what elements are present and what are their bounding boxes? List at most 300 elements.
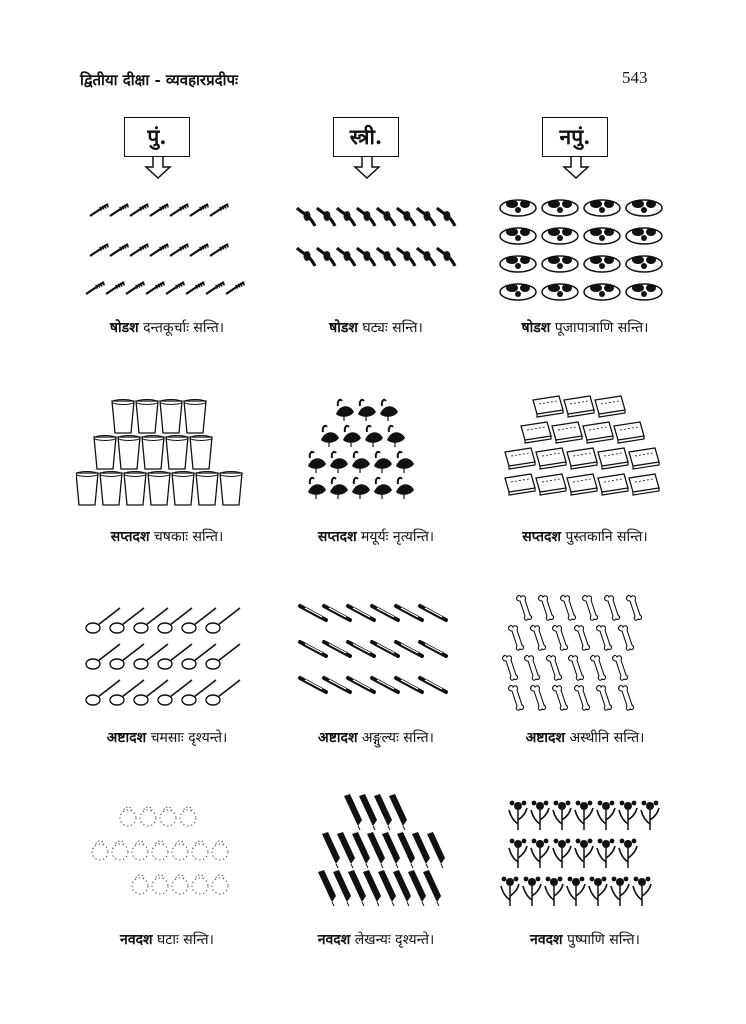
pen-icon-part bbox=[362, 902, 364, 906]
watch-icon-part bbox=[304, 211, 311, 221]
book-icon-part bbox=[629, 448, 659, 466]
flower-icon-part bbox=[580, 877, 585, 882]
flowers-illustration bbox=[497, 794, 667, 914]
bone-icon-part bbox=[591, 655, 606, 680]
down-arrow-icon bbox=[143, 157, 173, 179]
peacock-icon bbox=[308, 478, 326, 499]
flower-icon-part bbox=[502, 877, 507, 882]
puja-plate-icon-part bbox=[515, 291, 521, 297]
flower-icon-part bbox=[522, 839, 527, 844]
flower-icon-part bbox=[638, 878, 646, 886]
pen-icon bbox=[374, 794, 392, 830]
pen-icon bbox=[382, 832, 400, 868]
bone-icon bbox=[553, 685, 568, 710]
flower-icon-part bbox=[646, 802, 654, 810]
flower-icon-part bbox=[522, 801, 527, 806]
book-icon-part bbox=[629, 474, 659, 492]
pen-icon-part bbox=[351, 864, 353, 868]
watch-icon-part bbox=[384, 211, 391, 221]
toothbrush-icon bbox=[170, 244, 189, 256]
flower-icon-part bbox=[620, 801, 625, 806]
cup-icon-part bbox=[124, 473, 146, 505]
spoons-illustration bbox=[80, 598, 250, 718]
flower-icon-part bbox=[550, 878, 558, 886]
bone-icon-part bbox=[575, 685, 590, 710]
pen-icon bbox=[333, 870, 351, 906]
flower-icon-part bbox=[536, 802, 544, 810]
bone-icon-part bbox=[525, 655, 540, 680]
flower-icon-part bbox=[568, 877, 573, 882]
puja-plate-icon bbox=[626, 228, 662, 244]
pen-icon bbox=[412, 832, 430, 868]
finger-icon-part bbox=[324, 678, 350, 692]
peacock-icon-part bbox=[380, 406, 398, 417]
finger-icon bbox=[300, 642, 326, 656]
flower-icon-part bbox=[566, 801, 571, 806]
puja-plate-icon-part bbox=[520, 200, 530, 208]
pot-icon-part bbox=[172, 844, 188, 860]
flower-icon bbox=[611, 877, 629, 906]
bone-icon bbox=[605, 595, 620, 620]
watch-icon bbox=[357, 248, 375, 266]
finger-icon-part bbox=[300, 606, 326, 620]
cup-icon-part bbox=[148, 473, 170, 505]
puja-plates-illustration bbox=[496, 188, 666, 308]
pen-icon-part bbox=[411, 864, 413, 868]
peacock-icon-part bbox=[376, 452, 380, 458]
watch-icon bbox=[397, 248, 415, 266]
pot-icon bbox=[152, 875, 168, 894]
bone-icon-part bbox=[575, 625, 590, 650]
flower-icon-part bbox=[576, 839, 581, 844]
puja-plate-icon-part bbox=[641, 263, 647, 269]
book-icon-part bbox=[536, 474, 566, 492]
cup-icon bbox=[124, 472, 146, 506]
flower-icon bbox=[619, 839, 637, 868]
gender-box-masculine: पुं. bbox=[124, 117, 190, 157]
flower-icon bbox=[575, 839, 593, 868]
flower-icon-part bbox=[624, 840, 632, 848]
peacock-icon-part bbox=[321, 432, 339, 443]
watch-icon bbox=[297, 248, 315, 266]
puja-plate-icon-part bbox=[646, 256, 656, 264]
pen-icon bbox=[348, 870, 366, 906]
pot-icon-part bbox=[120, 810, 136, 826]
finger-icon-part bbox=[324, 642, 350, 656]
pot-icon bbox=[160, 807, 176, 826]
flower-icon-part bbox=[510, 801, 515, 806]
pen-icon-part bbox=[392, 902, 394, 906]
toothbrush-icon bbox=[190, 204, 209, 216]
book-icon-part bbox=[552, 422, 582, 440]
peacock-icon-part bbox=[338, 400, 342, 406]
flower-icon-part bbox=[580, 840, 588, 848]
finger-icon-part bbox=[396, 642, 422, 656]
cup-icon bbox=[100, 472, 122, 506]
pot-icon bbox=[132, 875, 148, 894]
book-icon-part bbox=[595, 396, 625, 414]
book-icon bbox=[629, 448, 659, 469]
bone-icon bbox=[509, 685, 524, 710]
puja-plate-icon-part bbox=[590, 256, 602, 264]
bone-icon bbox=[575, 625, 590, 650]
bone-icon-part bbox=[531, 685, 546, 710]
pen-icon-part bbox=[322, 832, 340, 864]
bone-icon-part bbox=[619, 625, 634, 650]
pen-icon bbox=[337, 832, 355, 868]
pot-icon-part bbox=[172, 878, 188, 894]
flower-icon-part bbox=[580, 802, 588, 810]
bone-icon-part bbox=[539, 595, 554, 620]
bone-icon-part bbox=[503, 655, 518, 680]
puja-plate-icon-part bbox=[646, 284, 656, 292]
puja-plate-icon bbox=[584, 256, 620, 272]
finger-icon-part bbox=[353, 680, 370, 689]
flower-icon-part bbox=[510, 839, 515, 844]
sentence-caption: नवदश घटाः सन्ति। bbox=[120, 932, 214, 948]
puja-plate-icon-part bbox=[548, 256, 560, 264]
finger-icon-part bbox=[329, 680, 346, 689]
bone-icon bbox=[591, 655, 606, 680]
toothbrush-icon bbox=[206, 282, 225, 294]
peacock-icon bbox=[374, 452, 392, 473]
finger-icon-part bbox=[401, 644, 418, 653]
pen-icon bbox=[393, 870, 411, 906]
pen-icon-part bbox=[344, 794, 362, 826]
bone-icon-part bbox=[627, 595, 642, 620]
puja-plate-icon-part bbox=[641, 235, 647, 241]
peacock-icon-part bbox=[396, 484, 414, 495]
bone-icon bbox=[561, 595, 576, 620]
flower-icon-part bbox=[598, 801, 603, 806]
spoon-icon-part bbox=[218, 680, 240, 697]
toothbrush-icon bbox=[186, 282, 205, 294]
pen-icon-part bbox=[408, 870, 426, 902]
flower-icon bbox=[597, 801, 615, 830]
pen-icon-part bbox=[378, 870, 396, 902]
flower-icon bbox=[509, 801, 527, 830]
sentence-caption: सप्तदश मयूर्यः नृत्यन्ति। bbox=[317, 529, 435, 545]
flower-icon bbox=[567, 877, 585, 906]
watch-icon-part bbox=[444, 251, 451, 261]
bone-icon-part bbox=[509, 685, 524, 710]
flower-icon bbox=[553, 801, 571, 830]
pen-icon bbox=[322, 832, 340, 868]
toothbrush-icon bbox=[110, 244, 129, 256]
book-icon bbox=[614, 422, 644, 443]
cup-icon bbox=[142, 436, 164, 470]
peacock-icon bbox=[374, 478, 392, 499]
puja-plate-icon bbox=[542, 284, 578, 300]
finger-icon bbox=[324, 642, 350, 656]
cup-icon-part bbox=[166, 437, 188, 469]
cup-icon bbox=[220, 472, 242, 506]
finger-icon-part bbox=[348, 642, 374, 656]
pen-icon bbox=[344, 794, 362, 830]
cup-icon bbox=[172, 472, 194, 506]
pen-icon bbox=[359, 794, 377, 830]
puja-plate-icon-part bbox=[646, 228, 656, 236]
puja-plate-icon-part bbox=[604, 284, 614, 292]
pen-icon-part bbox=[367, 832, 385, 864]
pen-icon-part bbox=[347, 902, 349, 906]
puja-plate-icon-part bbox=[520, 256, 530, 264]
book-icon-part bbox=[536, 448, 566, 466]
flower-icon bbox=[531, 801, 549, 830]
finger-icon bbox=[372, 606, 398, 620]
puja-plate-icon-part bbox=[557, 291, 563, 297]
toothbrush-icon bbox=[90, 204, 109, 216]
pen-icon-part bbox=[318, 870, 336, 902]
puja-plate-icon-part bbox=[590, 228, 602, 236]
toothbrush-icon bbox=[150, 244, 169, 256]
pen-icon-part bbox=[366, 864, 368, 868]
puja-plate-icon bbox=[626, 200, 662, 216]
book-icon-part bbox=[567, 474, 597, 492]
book-icon bbox=[533, 396, 563, 417]
flower-icon bbox=[619, 801, 637, 830]
watch-icon bbox=[337, 248, 355, 266]
flower-icon-part bbox=[624, 877, 629, 882]
watch-icon bbox=[337, 208, 355, 226]
cup-icon bbox=[166, 436, 188, 470]
pen-icon-part bbox=[441, 864, 443, 868]
toothbrush-icon bbox=[166, 282, 185, 294]
puja-plate-icon-part bbox=[515, 207, 521, 213]
flower-icon-part bbox=[602, 877, 607, 882]
finger-icon-part bbox=[420, 606, 446, 620]
watch-icon bbox=[357, 208, 375, 226]
book-icon-part bbox=[598, 474, 628, 492]
peacock-icon-part bbox=[330, 484, 348, 495]
toothbrush-icon bbox=[150, 204, 169, 216]
finger-icon bbox=[300, 678, 326, 692]
cup-icon-part bbox=[76, 473, 98, 505]
pot-icon bbox=[192, 875, 208, 894]
flower-icon-part bbox=[610, 801, 615, 806]
sentence-caption: अष्टादश चमसाः दृश्यन्ते। bbox=[106, 730, 228, 746]
toothbrush-icon bbox=[226, 282, 245, 294]
watch-icon bbox=[317, 248, 335, 266]
watch-icon-part bbox=[364, 251, 371, 261]
finger-icon bbox=[396, 678, 422, 692]
book-icon bbox=[598, 448, 628, 469]
peacock-icon bbox=[336, 400, 354, 421]
peacock-icon-part bbox=[382, 400, 386, 406]
peacocks-illustration bbox=[294, 392, 464, 512]
finger-icon-part bbox=[377, 680, 394, 689]
bone-icon-part bbox=[531, 625, 546, 650]
flower-icon-part bbox=[536, 840, 544, 848]
peacock-icon-part bbox=[332, 478, 336, 484]
finger-icon bbox=[396, 606, 422, 620]
cup-icon-part bbox=[94, 437, 116, 469]
pen-icon-part bbox=[352, 832, 370, 864]
bone-icon bbox=[531, 685, 546, 710]
pen-icon bbox=[352, 832, 370, 868]
peacock-icon-part bbox=[308, 484, 326, 495]
puja-plate-icon-part bbox=[604, 228, 614, 236]
sentence-caption: अष्टादश अस्थीनि सन्ति। bbox=[525, 730, 645, 746]
peacock-icon-part bbox=[396, 458, 414, 469]
bone-icon bbox=[547, 655, 562, 680]
puja-plate-icon-part bbox=[506, 284, 518, 292]
watch-icon-part bbox=[324, 211, 331, 221]
finger-icon-part bbox=[420, 678, 446, 692]
finger-icon-part bbox=[353, 644, 370, 653]
pen-icon-part bbox=[359, 794, 377, 826]
finger-icon bbox=[372, 642, 398, 656]
flower-icon-part bbox=[632, 839, 637, 844]
peacock-icon-part bbox=[352, 458, 370, 469]
cup-icon-part bbox=[190, 437, 212, 469]
peacock-icon-part bbox=[358, 406, 376, 417]
peacock-icon bbox=[380, 400, 398, 421]
bone-icon bbox=[597, 685, 612, 710]
peacock-icon bbox=[352, 478, 370, 499]
peacock-icon bbox=[343, 426, 361, 447]
sentence-caption: नवदश पुष्पाणि सन्ति। bbox=[530, 932, 640, 948]
flower-icon-part bbox=[588, 801, 593, 806]
puja-plate-icon-part bbox=[520, 284, 530, 292]
pot-icon-part bbox=[152, 878, 168, 894]
puja-plate-icon-part bbox=[562, 228, 572, 236]
peacock-icon-part bbox=[330, 458, 348, 469]
peacock-icon-part bbox=[398, 478, 402, 484]
flower-icon-part bbox=[654, 801, 659, 806]
pot-icon-part bbox=[212, 844, 228, 860]
finger-icon-part bbox=[420, 642, 446, 656]
cup-icon-part bbox=[142, 437, 164, 469]
puja-plate-icon-part bbox=[548, 200, 560, 208]
book-icon bbox=[567, 474, 597, 495]
peacock-icon-part bbox=[308, 458, 326, 469]
finger-icon-part bbox=[425, 608, 442, 617]
watch-icon-part bbox=[304, 251, 311, 261]
bone-icon-part bbox=[553, 625, 568, 650]
peacock-icon-part bbox=[345, 426, 349, 432]
finger-icon-part bbox=[425, 644, 442, 653]
peacock-icon bbox=[387, 426, 405, 447]
flower-icon-part bbox=[532, 839, 537, 844]
peacock-icon bbox=[358, 400, 376, 421]
pots-illustration bbox=[86, 798, 256, 918]
puja-plate-icon-part bbox=[515, 263, 521, 269]
cup-icon bbox=[196, 472, 218, 506]
puja-plate-icon-part bbox=[646, 200, 656, 208]
flower-icon bbox=[553, 839, 571, 868]
watch-icon bbox=[297, 208, 315, 226]
pens-illustration bbox=[294, 792, 464, 912]
book-icon-part bbox=[614, 422, 644, 440]
pen-icon bbox=[408, 870, 426, 906]
pen-icon-part bbox=[393, 870, 411, 902]
pen-icon-part bbox=[381, 864, 383, 868]
bone-icon-part bbox=[509, 625, 524, 650]
puja-plate-icon-part bbox=[641, 291, 647, 297]
toothbrush-icon bbox=[86, 282, 105, 294]
watch-icon-part bbox=[444, 211, 451, 221]
bone-icon bbox=[619, 685, 634, 710]
finger-icon-part bbox=[401, 680, 418, 689]
bone-icon-part bbox=[613, 655, 628, 680]
flower-icon-part bbox=[566, 839, 571, 844]
bone-icon bbox=[619, 625, 634, 650]
finger-icon bbox=[348, 642, 374, 656]
puja-plate-icon-part bbox=[599, 235, 605, 241]
cup-icon-part bbox=[172, 473, 194, 505]
puja-plate-icon-part bbox=[562, 256, 572, 264]
toothbrush-icon bbox=[146, 282, 165, 294]
flower-icon-part bbox=[524, 877, 529, 882]
peacock-icon-part bbox=[387, 432, 405, 443]
peacock-icon bbox=[330, 478, 348, 499]
running-header: द्वितीया दीक्षा - व्यवहारप्रदीपः bbox=[80, 71, 239, 89]
book-icon bbox=[567, 448, 597, 469]
pen-icon bbox=[397, 832, 415, 868]
finger-icon bbox=[348, 606, 374, 620]
flower-icon-part bbox=[558, 840, 566, 848]
peacock-icon-part bbox=[310, 452, 314, 458]
finger-icon bbox=[324, 678, 350, 692]
cup-icon-part bbox=[220, 473, 242, 505]
pen-icon-part bbox=[412, 832, 430, 864]
flower-icon-part bbox=[554, 839, 559, 844]
finger-icon-part bbox=[396, 678, 422, 692]
flower-icon-part bbox=[616, 878, 624, 886]
pen-icon-part bbox=[403, 826, 405, 830]
finger-icon bbox=[420, 606, 446, 620]
bone-icon-part bbox=[605, 595, 620, 620]
peacock-icon bbox=[396, 452, 414, 473]
finger-icon-part bbox=[348, 606, 374, 620]
finger-icon-part bbox=[329, 608, 346, 617]
flower-icon-part bbox=[602, 840, 610, 848]
puja-plate-icon-part bbox=[506, 200, 518, 208]
pot-icon-part bbox=[140, 810, 156, 826]
puja-plate-icon-part bbox=[515, 235, 521, 241]
watch-icon bbox=[377, 208, 395, 226]
bone-icon bbox=[553, 625, 568, 650]
toothbrush-icon bbox=[130, 244, 149, 256]
cup-icon-part bbox=[184, 401, 206, 433]
books-illustration bbox=[497, 392, 667, 512]
finger-icon-part bbox=[396, 606, 422, 620]
book-icon bbox=[583, 422, 613, 443]
pen-icon bbox=[378, 870, 396, 906]
flower-icon-part bbox=[532, 801, 537, 806]
cup-icon-part bbox=[100, 473, 122, 505]
finger-icon-part bbox=[372, 642, 398, 656]
peacock-icon-part bbox=[389, 426, 393, 432]
pen-icon-part bbox=[358, 826, 360, 830]
pot-icon-part bbox=[212, 878, 228, 894]
flower-icon bbox=[509, 839, 527, 868]
flower-icon-part bbox=[536, 877, 541, 882]
puja-plate-icon bbox=[500, 228, 536, 244]
pen-icon-part bbox=[422, 902, 424, 906]
puja-plate-icon-part bbox=[604, 200, 614, 208]
flower-icon-part bbox=[632, 801, 637, 806]
pen-icon-part bbox=[389, 794, 407, 826]
pen-icon-part bbox=[337, 832, 355, 864]
puja-plate-icon-part bbox=[562, 200, 572, 208]
flower-icon-part bbox=[590, 877, 595, 882]
flower-icon-part bbox=[528, 878, 536, 886]
pot-icon bbox=[212, 875, 228, 894]
pot-icon-part bbox=[192, 878, 208, 894]
flower-icon bbox=[641, 801, 659, 830]
